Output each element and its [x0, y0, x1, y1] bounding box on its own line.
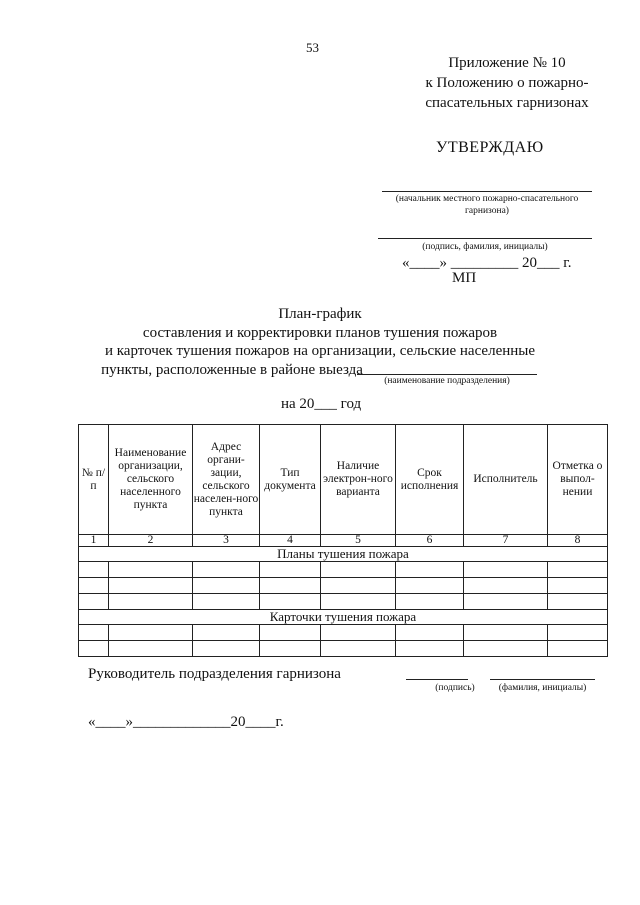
table-cell[interactable]	[464, 625, 548, 641]
column-number: 1	[79, 535, 109, 547]
table-cell[interactable]	[109, 641, 193, 657]
table-cell[interactable]	[464, 562, 548, 578]
unit-caption: (наименование подразделения)	[384, 376, 510, 386]
appendix-line-2: к Положению о пожарно-	[425, 75, 589, 91]
table-cell[interactable]	[260, 578, 321, 594]
table-row	[79, 594, 608, 610]
table-row	[79, 578, 608, 594]
table-cell[interactable]	[109, 562, 193, 578]
table-cell[interactable]	[109, 594, 193, 610]
table-cell[interactable]	[260, 594, 321, 610]
table-cell[interactable]	[321, 594, 396, 610]
title-line-1: План-график	[278, 306, 362, 322]
schedule-table	[78, 424, 608, 657]
table-cell[interactable]	[79, 641, 109, 657]
schedule-year: на 20___ год	[281, 396, 362, 412]
table-cell[interactable]	[79, 625, 109, 641]
header-completion: Отметка о выпол-нении	[548, 425, 608, 535]
approval-date: «____» _________ 20___ г.	[402, 255, 572, 271]
table-cell[interactable]	[548, 641, 608, 657]
column-number-row	[79, 535, 608, 547]
footer-name-caption: (фамилия, инициалы)	[498, 683, 587, 693]
table-cell[interactable]	[260, 562, 321, 578]
appendix-line-1: Приложение № 10	[448, 55, 566, 71]
table-cell[interactable]	[193, 625, 260, 641]
table-row	[79, 562, 608, 578]
title-line-4: пункты, расположенные в районе выезда	[101, 361, 363, 378]
header-address: Адрес органи-зации, сельского населен-ного пункта	[193, 425, 260, 535]
header-deadline: Срок исполнения	[396, 425, 464, 535]
column-number: 8	[548, 535, 608, 547]
column-number: 2	[109, 535, 193, 547]
footer-signature-caption: (подпись)	[435, 683, 475, 693]
table-cell[interactable]	[193, 594, 260, 610]
table-cell[interactable]	[321, 641, 396, 657]
table-cell[interactable]	[548, 594, 608, 610]
footer-name-line	[490, 679, 595, 680]
footer-signature-text: Руководитель подразделения гарнизона	[88, 666, 341, 682]
table-cell[interactable]	[396, 641, 464, 657]
header-number: № п/п	[79, 425, 109, 535]
section-title-cards: Карточки тушения пожара	[79, 610, 608, 625]
table-row	[79, 641, 608, 657]
table-cell[interactable]	[464, 594, 548, 610]
header-electronic: Наличие электрон-ного варианта	[321, 425, 396, 535]
table-cell[interactable]	[464, 578, 548, 594]
table-cell[interactable]	[548, 578, 608, 594]
table-cell[interactable]	[396, 625, 464, 641]
appendix-header	[402, 53, 612, 113]
table-cell[interactable]	[79, 578, 109, 594]
head-caption: (начальник местного пожарно-спасательного гарнизона)	[395, 194, 579, 216]
header-row	[79, 425, 608, 535]
table-cell[interactable]	[260, 641, 321, 657]
table-cell[interactable]	[193, 562, 260, 578]
section-title-plans: Планы тушения пожара	[79, 547, 608, 562]
table-cell[interactable]	[321, 562, 396, 578]
document-title	[60, 305, 580, 379]
table-cell[interactable]	[79, 562, 109, 578]
table-cell[interactable]	[193, 641, 260, 657]
appendix-line-3: спасательных гарнизонах	[425, 95, 589, 111]
table-cell[interactable]	[464, 641, 548, 657]
table-cell[interactable]	[109, 625, 193, 641]
column-number: 4	[260, 535, 321, 547]
table-cell[interactable]	[396, 594, 464, 610]
table-row	[79, 625, 608, 641]
seal-mark: МП	[452, 270, 477, 286]
page-number: 53	[306, 40, 319, 55]
table-cell[interactable]	[548, 625, 608, 641]
header-doc-type: Тип документа	[260, 425, 321, 535]
table-cell[interactable]	[193, 578, 260, 594]
approval-title: УТВЕРЖДАЮ	[436, 139, 544, 156]
table-cell[interactable]	[396, 562, 464, 578]
table-cell[interactable]	[396, 578, 464, 594]
header-organization: Наименование организации, сельского населенного пункта	[109, 425, 193, 535]
column-number: 7	[464, 535, 548, 547]
head-signature-caption: (подпись, фамилия, инициалы)	[422, 242, 548, 252]
section-row-plans	[79, 547, 608, 562]
table-cell[interactable]	[321, 625, 396, 641]
footer-date: «____»_____________20____г.	[88, 714, 284, 730]
table-cell[interactable]	[548, 562, 608, 578]
column-number: 6	[396, 535, 464, 547]
column-number: 5	[321, 535, 396, 547]
column-number: 3	[193, 535, 260, 547]
section-row-cards	[79, 610, 608, 625]
header-executor: Исполнитель	[464, 425, 548, 535]
table-cell[interactable]	[109, 578, 193, 594]
head-name-line	[382, 191, 592, 192]
footer-signature-line	[406, 679, 468, 680]
head-signature-line	[378, 238, 592, 239]
table-cell[interactable]	[321, 578, 396, 594]
title-line-3: и карточек тушения пожаров на организации, сельские населенные	[104, 343, 536, 359]
table-cell[interactable]	[79, 594, 109, 610]
table-cell[interactable]	[260, 625, 321, 641]
title-line-2: составления и корректировки планов тушения пожаров	[142, 324, 498, 341]
